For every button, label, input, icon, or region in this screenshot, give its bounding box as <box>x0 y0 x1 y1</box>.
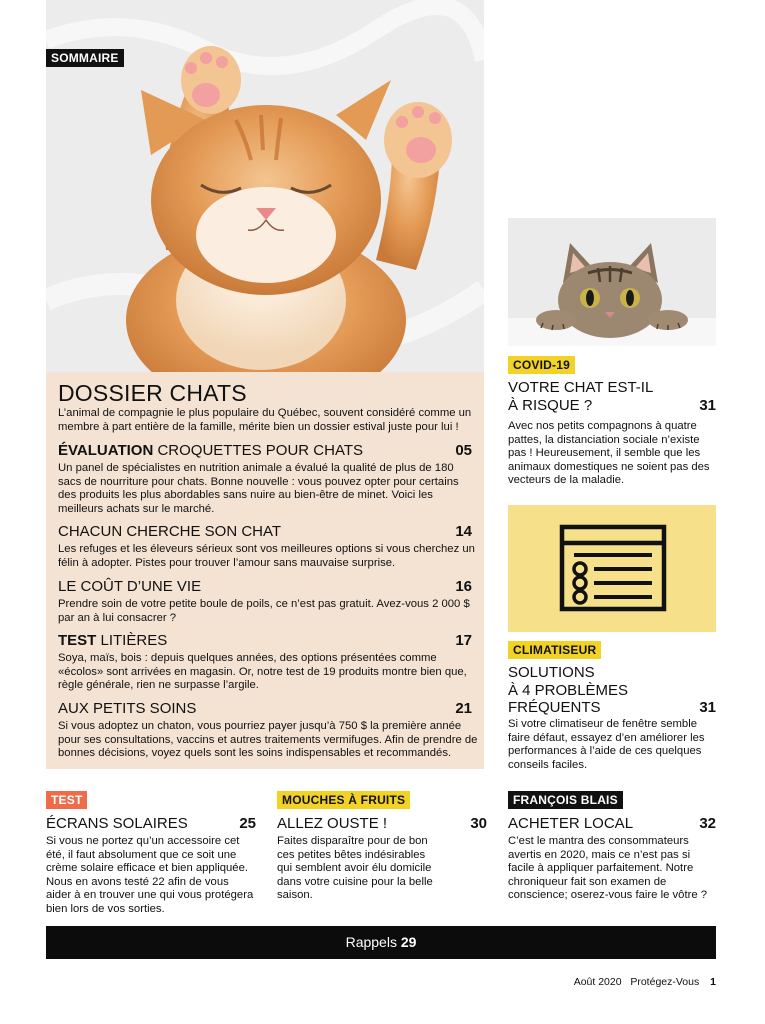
article-text-chacun: Les refuges et les éleveurs sérieux sont vos meilleures options si vous cherchez un félin à adopter. Pistes pour trouver l’amour sans mauvaise surprise. <box>58 543 475 569</box>
covid-heading-line1: VOTRE CHAT EST-IL <box>508 379 654 396</box>
bottom-heading-text: ÉCRANS SOLAIRES <box>46 815 188 832</box>
article-heading-bold: ÉVALUATION <box>58 442 154 459</box>
article-heading-bold: TEST <box>58 632 97 649</box>
peeking-cat-illustration <box>508 218 716 346</box>
bottom-tag-blais: FRANÇOIS BLAIS <box>508 791 623 809</box>
peeking-cat-photo <box>508 218 716 346</box>
covid-text: Avec nos petits compagnons à quatre pattes, la distanciation sociale n’existe pas ! Heureusement, il semble que les animaux domestiques ne soient pas des vecteurs de la maladie. <box>508 420 710 486</box>
article-text-soins: Si vous adoptez un chaton, vous pourriez payer jusqu’à 750 $ la première année pour ses consultations, vaccins et autres traitements vermifuges. Afin de prendre de bonnes décisions, voyez quels sont les soins indispensables et recommandés. <box>58 720 478 759</box>
article-heading-text: CHACUN CHERCHE SON CHAT <box>58 523 282 540</box>
article-heading-text: AUX PETITS SOINS <box>58 700 197 717</box>
dossier-chats-panel <box>46 372 484 769</box>
article-text-litieres: Soya, maïs, bois : depuis quelques années, des options présentées comme «écolos» sont arrivées en magasin. Or, notre test de 19 produits montre bien que, règle générale, rien ne surpasse l’argile. <box>58 652 467 691</box>
article-heading-soins[interactable] <box>58 700 472 718</box>
rappels-bar[interactable] <box>46 926 716 959</box>
covid-heading[interactable] <box>508 379 716 414</box>
article-page-number: 14 <box>455 523 472 540</box>
bottom-text-local: C’est le mantra des consommateurs avertis en 2020, mais ce n’est pas si facile à appliquer parfaitement. Notre chroniqueur fait son examen de conscience; oserez-vous faire le vôtre ? <box>508 835 708 901</box>
bottom-tag-test: TEST <box>46 791 87 809</box>
rappels-page-number: 29 <box>400 934 417 950</box>
bottom-text-ouste: Faites disparaître pour de bon ces petites bêtes indésirables qui semblent avoir élu domicile dans votre cuisine pour la belle saison. <box>277 835 433 901</box>
sommaire-label: SOMMAIRE <box>46 49 124 67</box>
article-page-number: 16 <box>455 578 472 595</box>
article-heading-chacun[interactable] <box>58 523 472 541</box>
bottom-heading-local[interactable] <box>508 815 716 833</box>
rappels-label: Rappels <box>345 934 397 950</box>
article-page-number: 17 <box>455 632 472 649</box>
bottom-page-number: 32 <box>699 815 716 832</box>
dossier-title: DOSSIER CHATS <box>58 380 247 406</box>
article-page-number: 21 <box>455 700 472 717</box>
footer-magazine-name: Protégez-Vous <box>630 976 700 988</box>
climatiseur-heading-line1: SOLUTIONS <box>508 664 595 681</box>
bottom-heading-ecrans[interactable] <box>46 815 256 833</box>
dossier-intro: L’animal de compagnie le plus populaire du Québec, souvent considéré comme un membre à part entière de la famille, mérite bien un dossier estival juste pour lui ! <box>58 407 472 433</box>
article-heading-cout[interactable] <box>58 578 472 596</box>
bottom-heading-text: ACHETER LOCAL <box>508 815 634 832</box>
article-heading-litieres[interactable] <box>58 632 472 650</box>
covid-page-number: 31 <box>699 396 716 414</box>
footer-issue-date: Août 2020 <box>573 976 622 988</box>
article-heading-croquettes[interactable] <box>58 442 472 460</box>
climatiseur-heading[interactable] <box>508 664 716 717</box>
page-footer <box>574 976 716 988</box>
covid-tag: COVID-19 <box>508 356 575 374</box>
bottom-text-ecrans: Si vous ne portez qu’un accessoire cet été, il faut absolument que ce soit une crème solaire efficace et bien appliquée. Nous en avons testé 22 afin de vous aider à en trouver une qui vous protégera bien lors de vos sorties. <box>46 835 254 915</box>
climatiseur-heading-line2: À 4 PROBLÈMES <box>508 681 629 699</box>
covid-heading-line2: À RISQUE ? <box>508 396 593 414</box>
article-text-cout: Prendre soin de votre petite boule de poils, ce n’est pas gratuit. Avez-vous 2 000 $ par an à lui consacrer ? <box>58 598 470 624</box>
bottom-page-number: 25 <box>239 815 256 832</box>
article-heading-text: LITIÈRES <box>96 632 168 649</box>
climatiseur-page-number: 31 <box>699 699 716 716</box>
checklist-icon <box>508 505 716 632</box>
bottom-tag-mouches: MOUCHES À FRUITS <box>277 791 410 809</box>
climatiseur-text: Si votre climatiseur de fenêtre semble faire défaut, essayez d’en améliorer les performances à l’aide de ces quelques conseils faciles. <box>508 718 705 771</box>
bottom-heading-text: ALLEZ OUSTE ! <box>277 815 388 832</box>
climatiseur-tag: CLIMATISEUR <box>508 641 601 659</box>
bottom-page-number: 30 <box>470 815 487 832</box>
article-text-croquettes: Un panel de spécialistes en nutrition animale a évalué la qualité de plus de 180 sacs de nourriture pour chats. Bonne nouvelle : vous pouvez opter pour certains des produits les plus abordables sans nuire au bien-être de minet. Voici les meilleurs achats sur le marché. <box>58 462 459 515</box>
article-heading-text: LE COÛT D’UNE VIE <box>58 578 202 595</box>
article-heading-text: CROQUETTES POUR CHATS <box>153 442 364 459</box>
climatiseur-icon-box <box>508 505 716 632</box>
climatiseur-heading-line3: FRÉQUENTS <box>508 699 601 716</box>
article-page-number: 05 <box>455 442 472 459</box>
bottom-heading-ouste[interactable] <box>277 815 487 833</box>
footer-page-number: 1 <box>710 976 716 988</box>
